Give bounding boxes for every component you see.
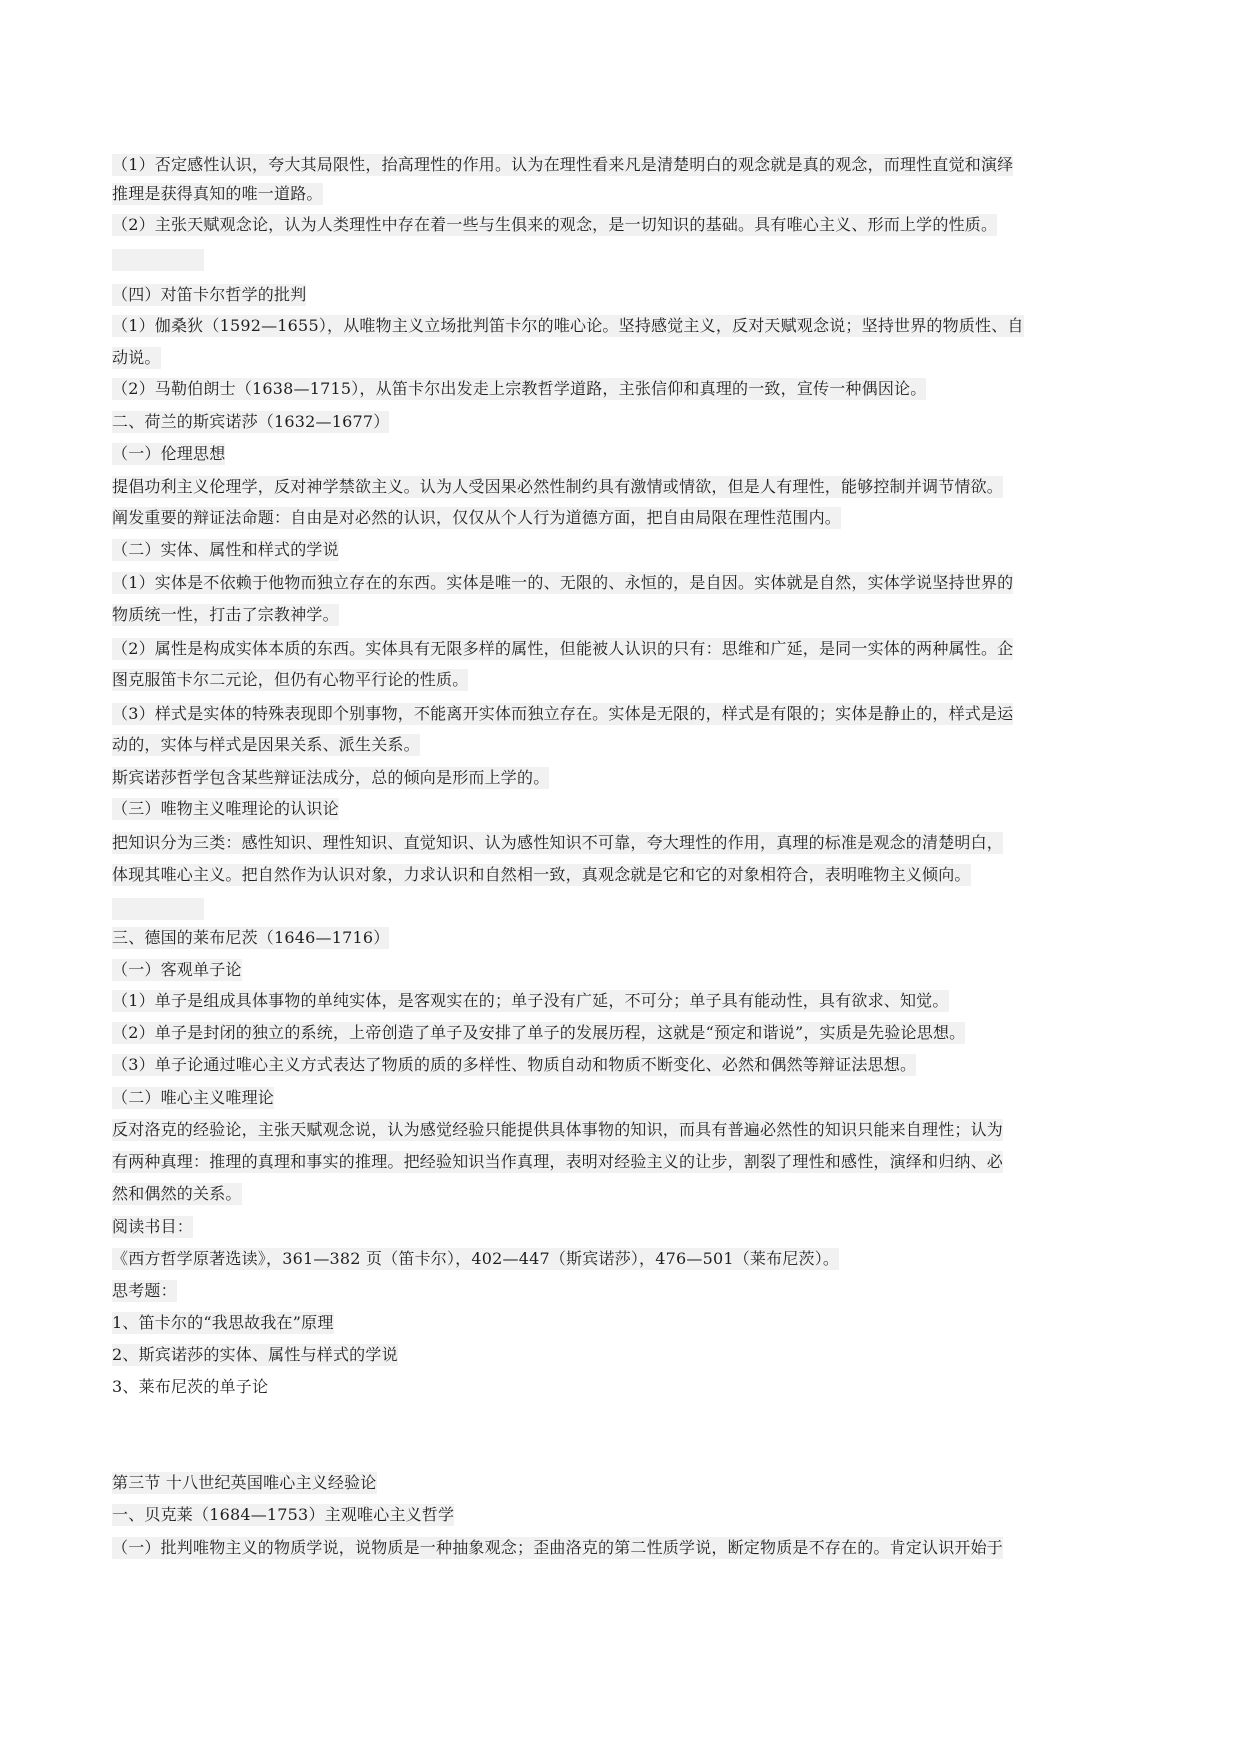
section-heading: （一）伦理思想 xyxy=(112,444,226,463)
text-line: 有两种真理：推理的真理和事实的推理。把经验知识当作真理，表明对经验主义的让步，割裂了理性和感性，演绎和归纳、必 xyxy=(112,1152,1004,1171)
text-line: 斯宾诺莎哲学包含某些辩证法成分，总的倾向是形而上学的。 xyxy=(112,768,550,787)
section-heading: （三）唯物主义唯理论的认识论 xyxy=(112,799,339,818)
text-line: 然和偶然的关系。 xyxy=(112,1184,242,1203)
section-heading: 三、德国的莱布尼茨（1646—1716） xyxy=(112,928,390,947)
text-line: （1）单子是组成具体事物的单纯实体，是客观实在的；单子没有广延，不可分；单子具有能动性，具有欲求、知觉。 xyxy=(112,991,949,1010)
section-heading: 一、贝克莱（1684—1753）主观唯心主义哲学 xyxy=(112,1505,455,1524)
text-line: 动的，实体与样式是因果关系、派生关系。 xyxy=(112,735,420,754)
text-line: 阐发重要的辩证法命题：自由是对必然的认识，仅仅从个人行为道德方面，把自由局限在理性范围内。 xyxy=(112,508,842,527)
section-heading: （二）实体、属性和样式的学说 xyxy=(112,540,339,559)
text-line: 物质统一性，打击了宗教神学。 xyxy=(112,605,339,624)
section-heading: 第三节 十八世纪英国唯心主义经验论 xyxy=(112,1473,377,1492)
text-line: （3）单子论通过唯心主义方式表达了物质的质的多样性、物质自动和物质不断变化、必然和偶然等辩证法思想。 xyxy=(112,1055,917,1074)
blank-line xyxy=(112,249,204,271)
text-line: 把知识分为三类：感性知识、理性知识、直觉知识、认为感性知识不可靠，夸大理性的作用，真理的标准是观念的清楚明白， xyxy=(112,833,1004,852)
text-line: （1）否定感性认识，夸大其局限性，抬高理性的作用。认为在理性看来凡是清楚明白的观念就是真的观念，而理性直觉和演绎 xyxy=(112,155,1014,174)
section-heading: 二、荷兰的斯宾诺莎（1632—1677） xyxy=(112,412,390,431)
reading-list-heading: 阅读书目： xyxy=(112,1217,194,1236)
question-item: 1、笛卡尔的“我思故我在”原理 xyxy=(112,1313,334,1332)
section-heading: （二）唯心主义唯理论 xyxy=(112,1088,275,1107)
question-item: 2、斯宾诺莎的实体、属性与样式的学说 xyxy=(112,1345,398,1364)
text-line: （3）样式是实体的特殊表现即个别事物，不能离开实体而独立存在。实体是无限的，样式是有限的；实体是静止的，样式是运 xyxy=(112,704,1014,723)
question-item: 3、莱布尼茨的单子论 xyxy=(112,1377,269,1396)
text-line: （2）属性是构成实体本质的东西。实体具有无限多样的属性，但能被人认识的只有：思维和广延，是同一实体的两种属性。企 xyxy=(112,639,1014,658)
text-line: 提倡功利主义伦理学，反对神学禁欲主义。认为人受因果必然性制约具有激情或情欲，但是人有理性，能够控制并调节情欲。 xyxy=(112,477,1004,496)
text-line: 图克服笛卡尔二元论，但仍有心物平行论的性质。 xyxy=(112,670,469,689)
text-line: （2）主张天赋观念论，认为人类理性中存在着一些与生俱来的观念，是一切知识的基础。具有唯心主义、形而上学的性质。 xyxy=(112,215,998,234)
text-line: （一）批判唯物主义的物质学说，说物质是一种抽象观念；歪曲洛克的第二性质学说，断定物质是不存在的。肯定认识开始于 xyxy=(112,1538,1004,1557)
blank-line xyxy=(112,898,204,920)
text-line: （2）马勒伯朗士（1638—1715），从笛卡尔出发走上宗教哲学道路，主张信仰和真理的一致，宣传一种偶因论。 xyxy=(112,379,927,398)
text-line: （1）实体是不依赖于他物而独立存在的东西。实体是唯一的、无限的、永恒的，是自因。实体就是自然，实体学说坚持世界的 xyxy=(112,573,1014,592)
text-line: 推理是获得真知的唯一道路。 xyxy=(112,184,323,203)
section-heading: （四）对笛卡尔哲学的批判 xyxy=(112,285,307,304)
text-line: 体现其唯心主义。把自然作为认识对象，力求认识和自然相一致，真观念就是它和它的对象相符合，表明唯物主义倾向。 xyxy=(112,865,971,884)
text-line: （2）单子是封闭的独立的系统，上帝创造了单子及安排了单子的发展历程，这就是“预定和谐说”，实质是先验论思想。 xyxy=(112,1023,966,1042)
text-line: 《西方哲学原著选读》，361—382 页（笛卡尔），402—447（斯宾诺莎），476—501（莱布尼茨）。 xyxy=(112,1249,840,1268)
text-line: （1）伽桑狄（1592—1655），从唯物主义立场批判笛卡尔的唯心论。坚持感觉主义，反对天赋观念说；坚持世界的物质性、自 xyxy=(112,316,1024,335)
text-line: 动说。 xyxy=(112,348,161,367)
questions-heading: 思考题： xyxy=(112,1281,177,1300)
section-heading: （一）客观单子论 xyxy=(112,960,242,979)
text-line: 反对洛克的经验论，主张天赋观念说，认为感觉经验只能提供具体事物的知识，而具有普遍必然性的知识只能来自理性；认为 xyxy=(112,1120,1004,1139)
